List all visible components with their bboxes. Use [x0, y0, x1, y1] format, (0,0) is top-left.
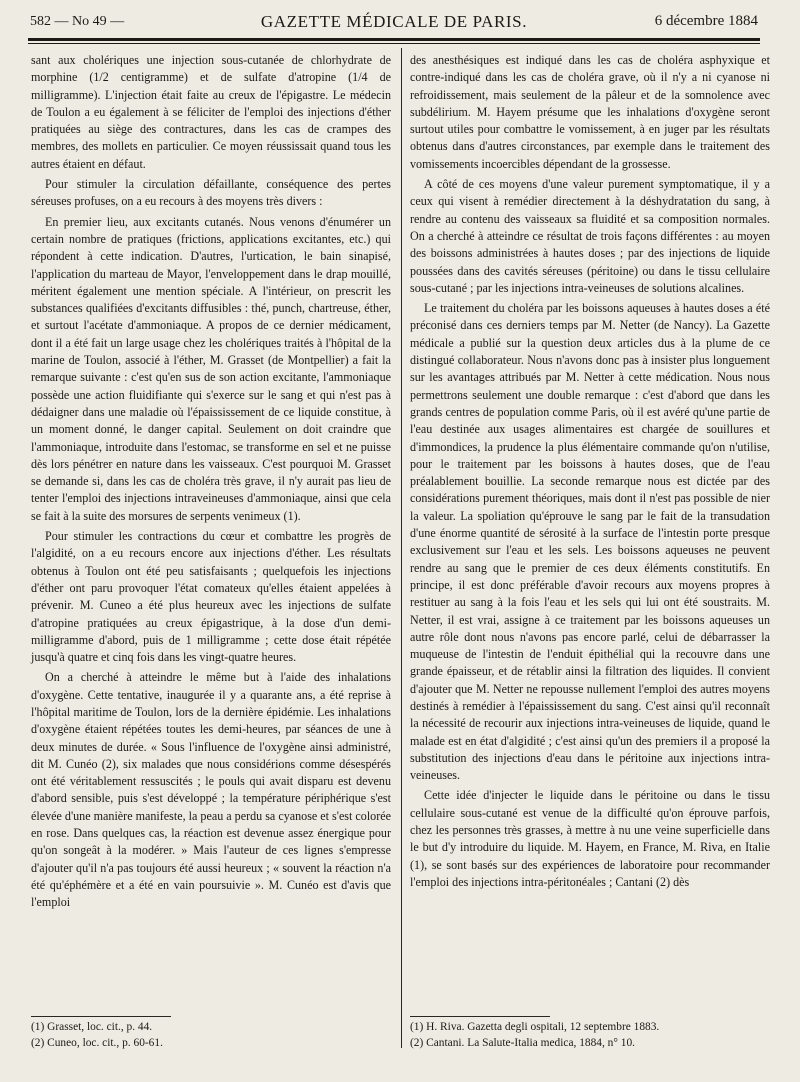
paragraph: Pour stimuler les contractions du cœur et combattre les progrès de l'algidité, on a eu recours encore aux injections d'éther. Les résultats obtenus à Toulon ont été peu satisfaisants ; quelquefois les injections d'éther ont paru provoquer l'état comateux qu'elles étaient appelées à prévenir. M. Cuneo a été plus heureux avec les injections de sulfate d'atropine pratiquées au creux épigastrique, à la dose d'un demi-milligramme d'abord, puis de 1 milligramme ; cette dose était répétée jusqu'à quatre et cinq fois dans les vingt-quatre heures.: [31, 529, 391, 665]
header-rule-thin: [28, 43, 760, 44]
right-column: [410, 52, 770, 894]
paragraph: Pour stimuler la circulation défaillante, conséquence des pertes séreuses profuses, on a eu recours à des moyens très divers :: [31, 177, 391, 209]
footnote: (2) Cuneo, loc. cit., p. 60-61.: [31, 1037, 163, 1049]
header-rule-thick: [28, 38, 760, 41]
column-divider: [401, 48, 402, 1048]
page-header: [30, 10, 758, 34]
footnote: (2) Cantani. La Salute-Italia medica, 1884, n° 10.: [410, 1037, 636, 1049]
issue-date: 6 décembre 1884: [654, 13, 758, 29]
paragraph: A côté de ces moyens d'une valeur purement symptomatique, il y a ceux qui visent à remédier directement à la déshydratation du sang, à rendre au contenu des vaisseaux sa fluidité et sa composition normales. On a cherché à atteindre ce résultat de trois façons différentes : au moyen des boissons administrées à hautes doses ; par des injections de liquide poussées dans des cavités séreuses (péritoine) ou dans le tissu cellulaire sous-cutané ; par les injections intra-veineuses de solutions alcalines.: [410, 177, 770, 295]
paragraph: En premier lieu, aux excitants cutanés. Nous venons d'énumérer un certain nombre de pratiques (frictions, applications excitantes, etc.) qui répondent à cette indication. D'autres, l'urtication, le bain sinapisé, l'application du marteau de Mayor, l'enveloppement dans le drap mouillé, méritent également une mention spéciale. A l'intérieur, on prescrit les substances qualifiées d'excitants diffusibles : thé, punch, chartreuse, éther, et surtout l'acétate d'ammoniaque. A propos de ce dernier médicament, dont il a été fait un large usage chez les cholériques traités à l'hôpital de la marine de Toulon, associé à l'éther, M. Grasset (de Montpellier) a fait la remarque suivante : c'est qu'en sus de son action excitante, l'ammoniaque possède une action fluidifiante qui s'exerce sur le sang et qui n'est pas à dédaigner dans une maladie où l'épaississement de ce liquide constitue, à un moment donné, le danger capital. Seulement on doit craindre que l'ammoniaque, introduite dans l'estomac, se transforme en sel et ne puisse dès lors pénétrer en nature dans les vaisseaux. C'est pourquoi M. Grasset se demande si, dans les cas de choléra très grave, il n'y aurait pas lieu de tenter l'emploi des injections intraveineuses d'ammoniaque, ainsi que cela se fait à la suite des morsures de serpents venimeux (1).: [31, 214, 391, 523]
journal-title: GAZETTE MÉDICALE DE PARIS.: [260, 12, 528, 31]
footnote: (1) H. Riva. Gazetta degli ospitali, 12 septembre 1883.: [410, 1021, 660, 1033]
page-number: 582 — No 49 —: [30, 14, 125, 29]
paragraph: Cette idée d'injecter le liquide dans le péritoine ou dans le tissu cellulaire sous-cutané est venue de la difficulté qu'on éprouve parfois, chez les personnes très grasses, à mettre à nu une veine superficielle dans le but d'y introduire du liquide. M. Hayem, en France, M. Riva, en Italie (1), se sont basés sur des expériences de laboratoire pour recommander l'emploi des injections intra-péritonéales ; Cantani (2) dès: [410, 788, 770, 889]
paragraph: Le traitement du choléra par les boissons aqueuses à hautes doses a été préconisé dans ces derniers temps par M. Netter (de Nancy). La Gazette médicale a publié sur la question deux articles dus à la plume de ce distingué collaborateur. Nous n'avons donc pas à insister plus longuement sur les avantages attribués par M. Netter à cette médication. Nous nous permettrons seulement une double remarque : c'est d'abord que dans les grands centres de population comme Paris, où il est avéré qu'une partie de l'eau destinée aux usages alimentaires est chargée de souillures et d'immondices, la prudence la plus élémentaire commande qu'on n'utilise, pour le traitement par les boissons à hautes doses, que de l'eau préalablement bouillie. La seconde remarque nous est dictée par des considérations purement théoriques, mais dont il n'est pas possible de nier la valeur. La spoliation qu'éprouve le sang par le fait de la transudation d'une énorme quantité de sérosité à la surface de l'intestin porte presque exclusivement sur l'eau et les sels. Les boissons aqueuses ne peuvent rendre au sang que le premier de ces deux éléments constitutifs. En principe, il est donc préférable d'avoir recours aux moyens propres à restituer au sang à la fois l'eau et les sels qui lui ont été soustraits. M. Netter, il est vrai, assigne à ce traitement par les boissons aqueuses un autre rôle dont nous n'avons pas encore parlé, celui de débarrasser la muqueuse de l'intestin de l'enduit épithélial qui la recouvre dans une grande épaisseur, et de rétablir ainsi la filtration des liquides. Il convient d'ajouter que M. Netter ne repousse nullement l'emploi des autres moyens destinés à remédier à l'épaississement du sang. C'est ainsi qu'il reconnaît la nécessité de recourir aux injections intra-veineuses de liquide, quand le malade est en état d'algidité ; c'est ainsi qu'un des premiers il a proposé la substitution des injections d'eau dans le péritoine aux injections intra-veineuses.: [410, 301, 770, 783]
footnotes-right: [410, 1016, 660, 1051]
paragraph: On a cherché à atteindre le même but à l'aide des inhalations d'oxygène. Cette tentative, inaugurée il y a quarante ans, a été reprise à l'hôpital maritime de Toulon, lors de la dernière épidémie. Les inhalations d'oxygène étaient répétées toutes les demi-heures, par séances de une à deux minutes de durée. « Sous l'influence de l'oxygène ainsi administré, dit M. Cunéo (2), six malades que nous considérions comme désespérés ont été véritablement ressuscités ; le pouls qui avait disparu est devenu d'abord sensible, puis s'est développé ; la température périphérique s'est élevée d'une manière manifeste, la peau a perdu sa cyanose et s'est colorée en rose. Dans quelques cas, la réaction est devenue assez énergique pour qu'on songeât à la modérer. » Mais l'auteur de ces lignes s'empresse d'ajouter qu'il n'a pas toujours été aussi heureux ; « souvent la réaction n'a été qu'éphémère et a été en vain poursuivie ». M. Cunéo est d'avis que l'emploi: [31, 670, 391, 910]
paragraph: des anesthésiques est indiqué dans les cas de choléra asphyxique et contre-indiqué dans les cas de choléra grave, où il n'y a ni cyanose ni refroidissement, mais seulement de la pâleur et de la somnolence avec subdélirium. M. Hayem présume que les inhalations d'oxygène seront surtout utiles pour combattre le vomissement, à en juger par les résultats obtenus dans d'autres circonstances, par exemple dans le traitement des vomissements incoercibles dépendant de la grossesse.: [410, 53, 770, 171]
paragraph: sant aux cholériques une injection sous-cutanée de chlorhydrate de morphine (1/2 centigramme) et de sulfate d'atropine (1/4 de milligramme). L'injection était faite au creux de l'épigastre. Le médecin de Toulon a eu également à se féliciter de l'emploi des injections d'éther pratiquées au siège des contractures, dans les cas de crampes des membres, des mollets en particulier. Ce moyen réussissait quand tous les autres étaient en défaut.: [31, 53, 391, 171]
footnotes-left: [31, 1016, 171, 1051]
footnote: (1) Grasset, loc. cit., p. 44.: [31, 1021, 153, 1033]
left-column: [31, 52, 391, 915]
